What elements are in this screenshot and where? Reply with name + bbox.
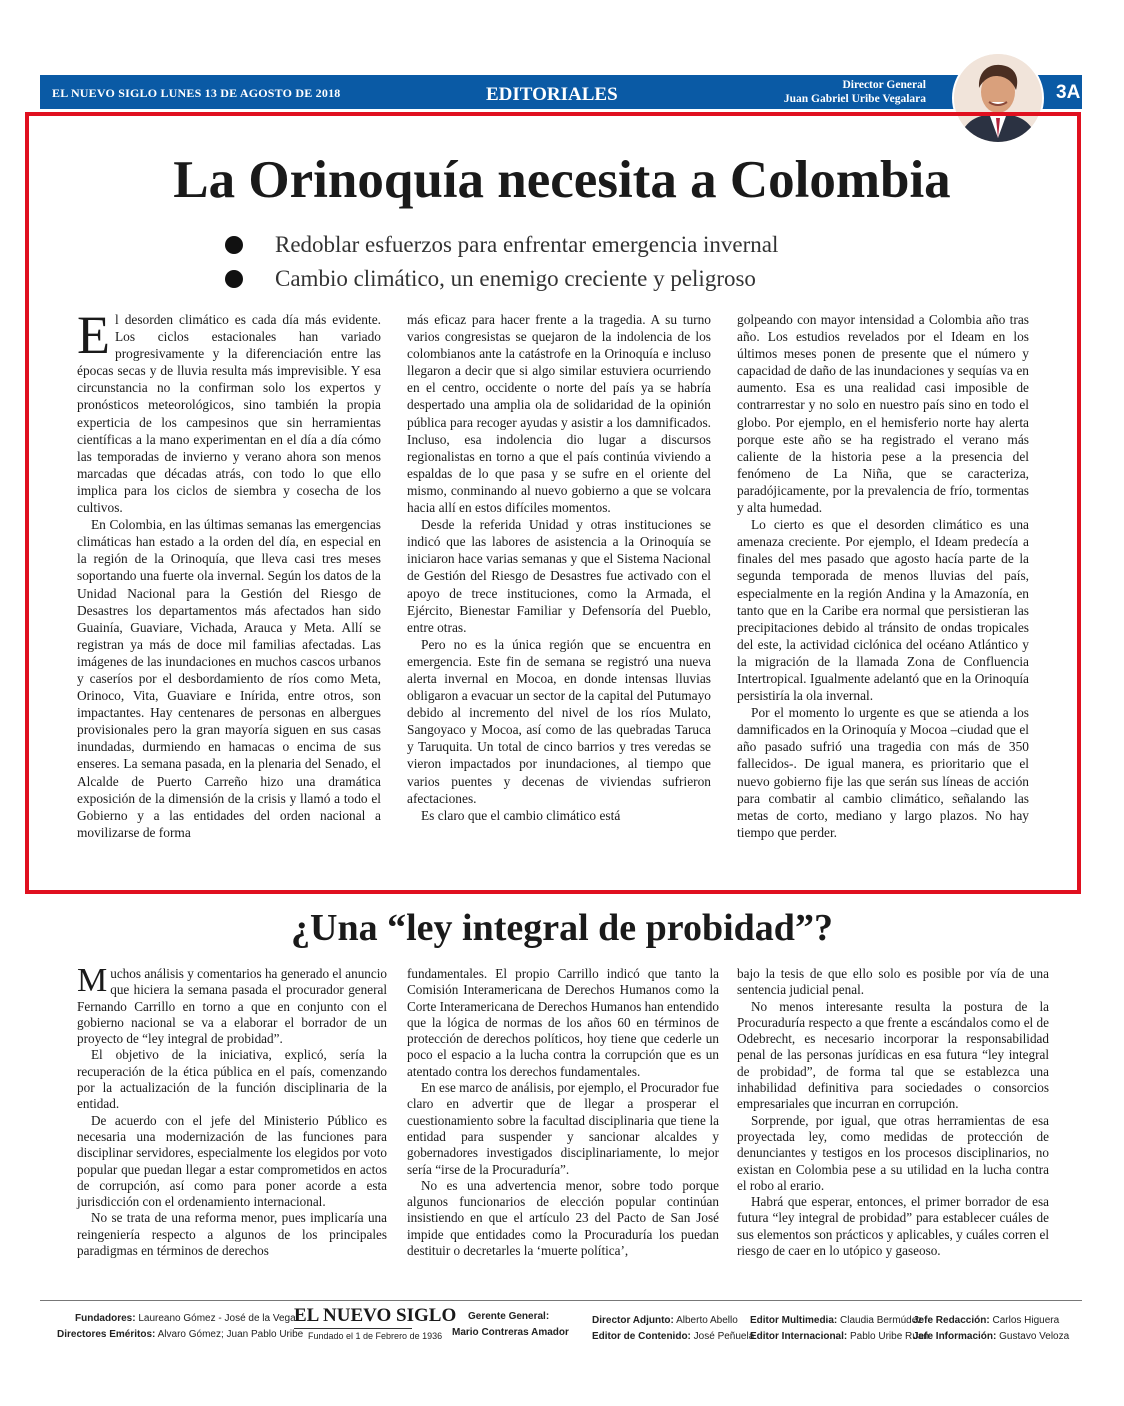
bullet-icon — [225, 236, 243, 254]
editorial2-title: ¿Una “ley integral de probidad”? — [291, 907, 833, 949]
footer-gerente: Mario Contreras Amador — [452, 1327, 569, 1338]
paragraph: No se trata de una reforma menor, pues implicaría una reingeniería respecto a algunos de los principales paradigmas en términos de derechos — [77, 1210, 387, 1259]
drop-cap: M — [77, 962, 108, 999]
footer-divider — [40, 1300, 1082, 1301]
paragraph: golpeando con mayor intensidad a Colombia año tras año. Los estudios revelados por el Ideam en los últimos meses ponen de presente que el número y capacidad de daño de las inundaciones y sequías va en aumento. Esa es una realidad casi imposible de contrarrestar y no solo en nuestro país sino en todo el globo. Por ejemplo, en el hemisferio norte hay alerta porque este año se ha registrado el verano más caliente de la historia pese a la presencia del fenómeno de La Niña, que se caracteriza, paradójicamente, por la prevalencia de frío, tormentas y alta humedad. — [737, 312, 1029, 516]
bullet-icon — [225, 270, 243, 288]
paragraph: más eficaz para hacer frente a la tragedia. A su turno varios congresistas se quejaron de la indolencia de los colombianos ante la catástrofe en la Orinoquía e incluso llegaron a decir que si algo similar estuviera ocurriendo en el centro, occidente o norte del país ya se habría despertado una amplia ola de solidaridad de la opinión pública para recoger ayudas y asistir a los damnificados. Incluso, esa indolencia dio lugar a discursos regionalistas en torno a que el país continúa viviendo a espaldas de lo que pasa y se sufre en el oriente del mismo, conminando al nuevo gobierno a que se volcara hacia allí en estos difíciles momentos. — [407, 312, 711, 516]
paragraph: De acuerdo con el jefe del Ministerio Público es necesaria una modernización de las funciones para disciplinar servidores, especialmente los elegidos por voto popular que puedan llegar a estar comprometidos en actos de corrupción, así como para poner acorde a esta jurisdicción con el ordenamiento internacional. — [77, 1112, 387, 1210]
paper-date: EL NUEVO SIGLO LUNES 13 DE AGOSTO DE 2018 — [52, 86, 341, 100]
editorial1-column-2 — [407, 311, 711, 824]
paragraph: Habrá que esperar, entonces, el primer borrador de esa futura “ley integral de probidad” para establecer cuáles de sus elementos son prácticos y aplicables, y cuáles corren el riesgo de caer en lo utópico y gaseoso. — [737, 1194, 1049, 1259]
editorial1-title: La Orinoquía necesita a Colombia — [173, 151, 951, 209]
paragraph: Pero no es la única región que se encuentra en emergencia. Este fin de semana se registró una nueva alerta invernal en Mocoa, en donde intensas lluvias obligaron a evacuar un sector de la capital del Putumayo debido al incremento del nivel de los ríos Mulato, Sangoyaco y Mocoa, así como de las quebradas Taruca y Taruquita. Un total de cinco barrios y tres veredas se vieron impactados por inundaciones, al tiempo que varios puentes y decenas de viviendas sufrieron afectaciones. — [407, 636, 711, 806]
paragraph: En ese marco de análisis, por ejemplo, el Procurador fue claro en advertir que de llegar a prosperar el cuestionamiento sobre la facultad disciplinaria que tiene la entidad para suspender y sancionar alcaldes y gobernadores investigados disciplinariamente, lo mejor sería “irse de la Procuraduría”. — [407, 1080, 719, 1177]
paragraph: El desorden climático es cada día más evidente. Los ciclos estacionales han variado progresivamente y la diferenciación entre las épocas secas y de lluvia resulta más imprevisible. Y esa circunstancia no la confirman solo los expertos y pronósticos meteorológicos, sino también la propia experticia de los campesinos que sin herramientas científicas a la mano experimentan en el día a día cómo las temporadas de invierno y verano ahora son menos marcadas que décadas atrás, con todo lo que ello implica para los ciclos de siembra y cosecha de los cultivos. — [77, 305, 381, 516]
paragraph: Es claro que el cambio climático está — [421, 807, 621, 823]
paragraph: bajo la tesis de que ello solo es posible por vía de una sentencia judicial penal. — [737, 966, 1049, 998]
footer-contenido: Editor de Contenido: José Peñuela — [592, 1331, 755, 1342]
editorial2-column-3 — [737, 966, 1049, 1259]
editorial2-column-1 — [77, 962, 387, 1259]
footer-logo-rule — [294, 1328, 412, 1329]
footer-emeritos: Directores Eméritos: Alvaro Gómez; Juan Pablo Uribe — [57, 1329, 304, 1340]
paragraph: Por el momento lo urgente es que se atienda a los damnificados en la Orinoquía y Mocoa –ciudad que el año pasado sufrió una tragedia con más de 350 fallecidos-. De igual manera, es prioritario que el nuevo gobierno fije las que serán sus líneas de acción para combatir al cambio climático, señalando las metas de corto, mediano y largo plazos. No hay tiempo que perder. — [737, 705, 1029, 840]
footer-gerente-label: Gerente General: — [468, 1311, 550, 1322]
section-title: EDITORIALES — [486, 84, 618, 105]
editorial2-column-2 — [407, 966, 719, 1259]
paragraph: No menos interesante resulta la postura de la Procuraduría respecto a que frente a escándalos como el de Odebrecht, es necesario incorporar la responsabilidad penal de las personas jurídicas en esa futura “ley integral de probidad”, de forma tal que se establezca una inhabilidad definitiva para sociedades o consorcios empresariales que incurran en corrupción. — [737, 998, 1049, 1112]
bullet-item: Cambio climático, un enemigo creciente y peligroso — [225, 262, 778, 296]
paragraph: El objetivo de la iniciativa, explicó, sería la recuperación de la ética pública en el país, comenzando por la actualización de la función disciplinaria de la entidad. — [77, 1047, 387, 1112]
drop-cap: E — [77, 305, 110, 365]
footer-logo: EL NUEVO SIGLO — [294, 1305, 457, 1326]
footer-fundado: Fundado el 1 de Febrero de 1936 — [308, 1331, 443, 1341]
director-credit — [700, 78, 926, 106]
bullet-item: Redoblar esfuerzos para enfrentar emergencia invernal — [225, 228, 778, 262]
footer-redaccion: Jefe Redacción: Carlos Higuera — [913, 1315, 1060, 1326]
editorial1-column-1 — [77, 305, 381, 841]
director-name: Juan Gabriel Uribe Vegalara — [783, 93, 926, 105]
paragraph: Desde la referida Unidad y otras instituciones se indicó que las labores de asistencia a la Orinoquía se iniciaron hace varias semanas y que el Sistema Nacional de Gestión del Riesgo de Desastres fue activado con el apoyo de trece instituciones, como la Armada, el Ejército, Bienestar Familiar y Defensoría del Pueblo, entre otras. — [407, 517, 711, 635]
paragraph: No es una advertencia menor, sobre todo porque algunos funcionarios de elección popular continúan insistiendo en que el artículo 23 del Pacto de San José impide que entidades como la Procuraduría los puedan destituir o decretarles la ‘muerte política’, — [407, 1177, 719, 1259]
paragraph: fundamentales. El propio Carrillo indicó que tanto la Comisión Interamericana de Derechos Humanos como la Corte Interamericana de Derechos Humanos han entendido que la lógica de normas de los años 60 en términos de protección de derechos políticos, hoy tiene que cederle un poco el espacio a la lucha contra la corrupción que es un atentado contra los derechos fundamentales. — [407, 966, 719, 1079]
page-number: 3A — [1056, 82, 1081, 103]
director-title: Director General — [842, 79, 926, 91]
paragraph: En Colombia, en las últimas semanas las emergencias climáticas han estado a la orden del día, en especial en la región de la Orinoquía, que lleva casi tres meses soportando una fuerte ola invernal. Según los datos de la Unidad Nacional para la Gestión del Riesgo de Desastres los departamentos más afectados han sido Guainía, Guaviare, Vichada, Arauca y Meta. Allí se registran ya más de doce mil familias afectadas. Las imágenes de las inundaciones en muchos cascos urbanos y caseríos por el desbordamiento de ríos como Meta, Orinoco, Vita, Guaviare e Inírida, entre otros, son impactantes. Hay centenares de personas en albergues provisionales pero la gran mayoría siguen en sus casas inundadas, durmiendo en hamacas o encima de sus enseres. La semana pasada, en la plenaria del Senado, el Alcalde de Puerto Carreño hizo una dramática exposición de la dimensión de la crisis y llamó a todo el Gobierno y a las entidades del orden nacional a movilizarse de forma — [77, 517, 381, 840]
footer-informacion: Jefe Información: Gustavo Veloza — [913, 1331, 1070, 1342]
paragraph: Sorprende, por igual, que otras herramientas de esa proyectada ley, como medidas de protección de denunciantes y testigos en los procesos disciplinarios, no existan en Colombia pese a su utilidad en la lucha contra el robo al erario. — [737, 1112, 1049, 1193]
footer-internacional: Editor Internacional: Pablo Uribe Ruan — [750, 1331, 929, 1342]
editorial1-bullets — [225, 228, 778, 296]
paragraph: Lo cierto es que el desorden climático es una amenaza creciente. Por ejemplo, el Ideam predecía a finales del mes pasado que agosto hacía parte de la segunda temporada de menos lluvias del país, especialmente en la región Andina y la Amazonía, en tanto que en la Caribe era normal que persistieran las precipitaciones debido al tránsito de ondas tropicales del este, la actividad ciclónica del océano Atlántico y la migración de la llamada Zona de Confluencia Intertropical. Igualmente adelantó que en la Orinoquía persistiría la ola invernal. — [737, 517, 1029, 704]
paragraph: Muchos análisis y comentarios ha generado el anuncio que hiciera la semana pasada el procurador general Fernando Carrillo en torno a que en conjunto con el gobierno nacional se va a elaborar el borrador de un proyecto de “ley integral de probidad”. — [77, 962, 387, 1047]
editorial1-column-3 — [737, 311, 1029, 841]
footer-multimedia: Editor Multimedia: Claudia Bermúdez — [750, 1315, 923, 1326]
footer-fundadores: Fundadores: Laureano Gómez - José de la Vega — [75, 1313, 296, 1324]
footer-adjunto: Director Adjunto: Alberto Abello — [592, 1315, 738, 1326]
